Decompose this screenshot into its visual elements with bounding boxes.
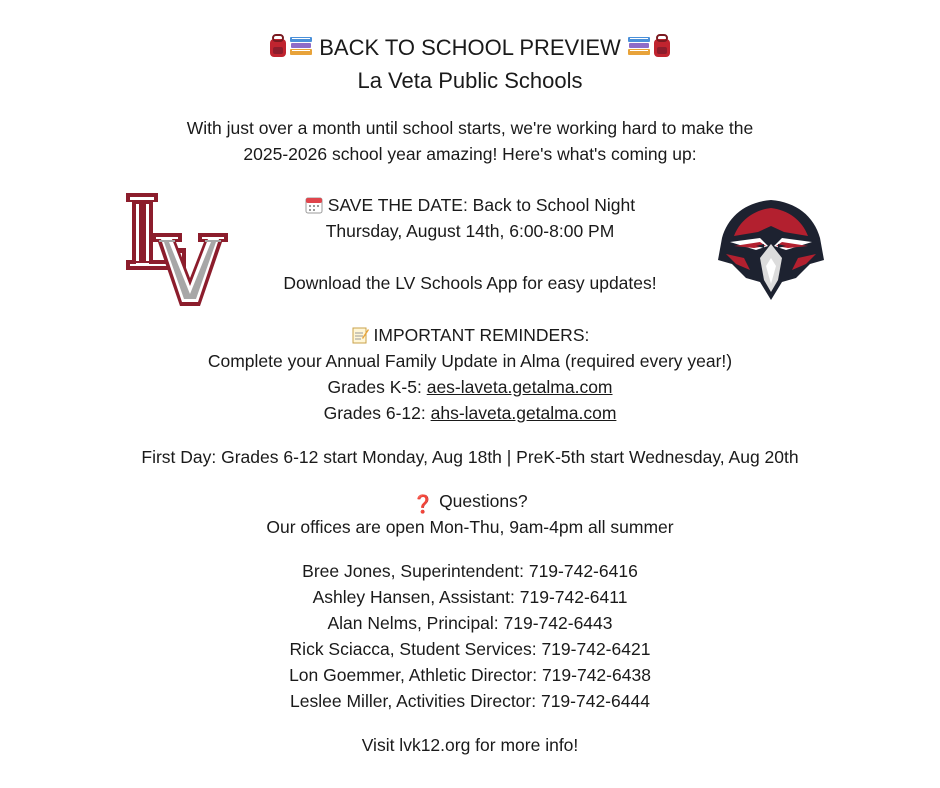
intro-line-1: With just over a month until school starts, we're working hard to make the [186, 118, 754, 138]
grades-k5-link[interactable]: aes-laveta.getalma.com [426, 377, 613, 397]
contact-line: Bree Jones, Superintendent: 719-742-6416 [302, 561, 638, 581]
save-date-label: SAVE THE DATE: Back to School Night [327, 195, 636, 215]
app-download-note: Download the LV Schools App for easy updates! [283, 273, 657, 293]
reminders-label: IMPORTANT REMINDERS: [373, 325, 590, 345]
questions-heading [0, 488, 940, 517]
contact-line: Rick Sciacca, Student Services: 719-742-6421 [289, 639, 651, 659]
page-subtitle: La Veta Public Schools [357, 68, 583, 93]
reminders-line: Complete your Annual Family Update in Alma (required every year!) [207, 351, 733, 371]
intro-line-2: 2025-2026 school year amazing! Here's what's coming up: [243, 144, 697, 164]
first-day: First Day: Grades 6-12 start Monday, Aug 18th | PreK-5th start Wednesday, Aug 20th [141, 447, 799, 467]
grades-k5-row [0, 374, 940, 400]
questions-label: Questions? [439, 491, 528, 511]
contact-line: Ashley Hansen, Assistant: 719-742-6411 [312, 587, 628, 607]
books-icon [289, 34, 313, 67]
title-line [0, 31, 940, 67]
contact-line: Alan Nelms, Principal: 719-742-6443 [327, 613, 613, 633]
grades-612-label: Grades 6-12: [323, 403, 426, 423]
save-the-date [0, 192, 940, 221]
backpack-icon [651, 34, 673, 67]
question-mark-icon: ❓ [412, 494, 435, 514]
footer-note: Visit lvk12.org for more info! [361, 735, 579, 755]
grades-k5-label: Grades K-5: [327, 377, 422, 397]
contact-line: Lon Goemmer, Athletic Director: 719-742-6438 [289, 665, 651, 685]
grades-612-link[interactable]: ahs-laveta.getalma.com [430, 403, 617, 423]
save-date-when: Thursday, August 14th, 6:00-8:00 PM [325, 221, 615, 241]
page-title: BACK TO SCHOOL PREVIEW [319, 35, 621, 60]
office-hours: Our offices are open Mon-Thu, 9am-4pm all summer [266, 517, 674, 537]
backpack-icon [267, 34, 289, 67]
grades-612-row [0, 400, 940, 426]
books-icon [627, 34, 651, 67]
reminders-heading [0, 322, 940, 351]
contact-line: Leslee Miller, Activities Director: 719-742-6444 [290, 691, 650, 711]
